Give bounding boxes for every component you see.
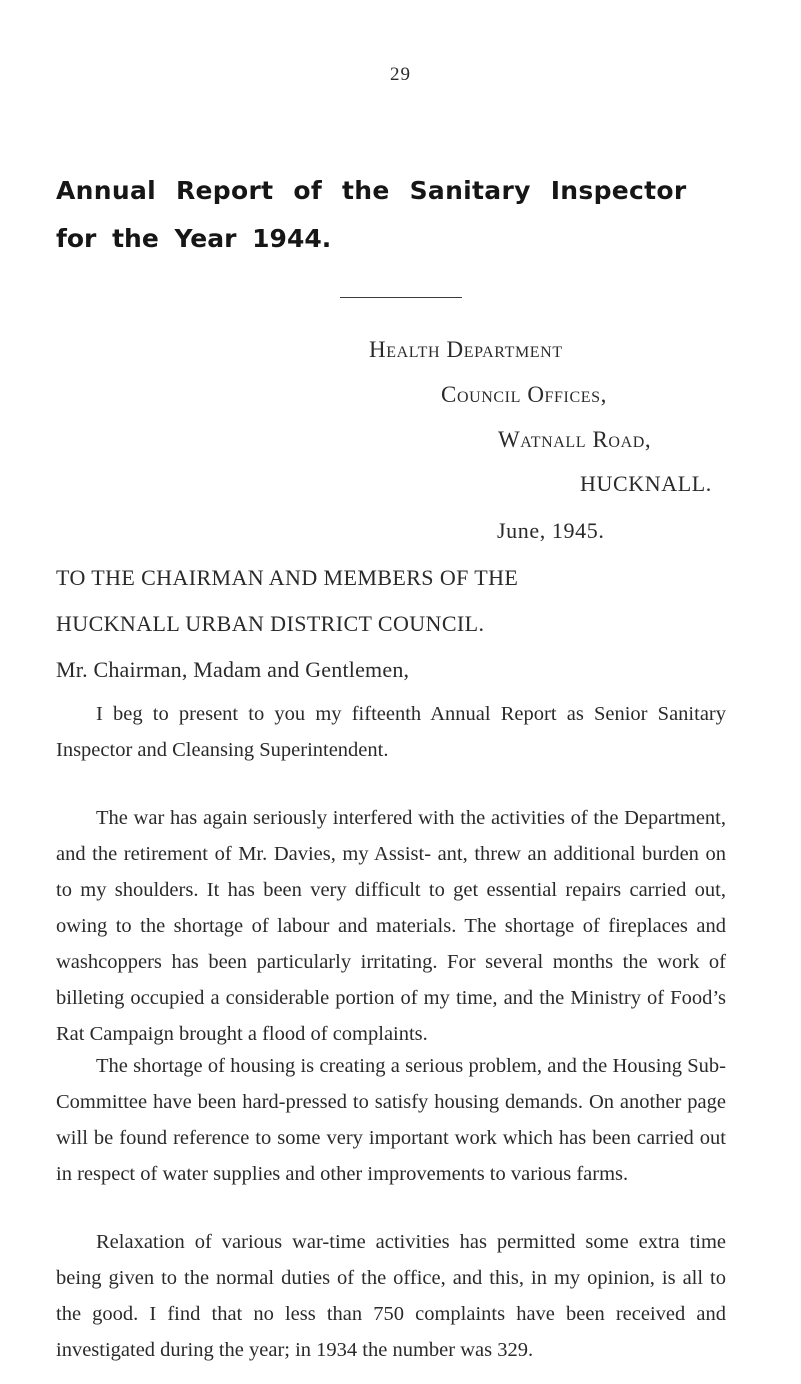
addressee-line-1: TO THE CHAIRMAN AND MEMBERS OF THE	[56, 565, 519, 590]
addressee-line-2: HUCKNALL URBAN DISTRICT COUNCIL.	[56, 611, 485, 636]
page-number: 29	[390, 64, 411, 85]
paragraph-text: I beg to present to you my fifteenth Annual Report as Senior Sanitary Inspector and Cleansing Superintendent.	[56, 703, 726, 761]
paragraph-text: The war has again seriously interfered with the activities of the Department, and the retirement of Mr. Davies, my Assist- ant, threw an additional burden on to my shoulders. It has been very difficult to get essential repairs carried out, owing to the shortage of labour and materials. The shortage of fireplaces and washcoppers has been particularly irritating. For several months the work of billeting occupied a considerable portion of my time, and the Ministry of Food’s Rat Campaign brought a flood of complaints.	[56, 807, 726, 1045]
paragraph-text: Relaxation of various war-time activities has permitted some extra time being given to the normal duties of the office, and this, in my opinion, is all to the good. I find that no less than 750 complaints have been received and investigated during the year; in 1934 the number was 329.	[56, 1231, 726, 1361]
title-divider	[340, 297, 462, 298]
report-title-line-2: for the Year 1944.	[56, 224, 332, 253]
address-offices: Council Offices,	[441, 382, 607, 407]
paragraph-text: The shortage of housing is creating a serious problem, and the Housing Sub-Committee have been hard-pressed to satisfy housing demands. On another page will be found reference to some very important work which has been carried out in respect of water supplies and other improvements to various farms.	[56, 1055, 726, 1185]
address-town: HUCKNALL.	[580, 471, 712, 496]
greeting: Mr. Chairman, Madam and Gentlemen,	[56, 657, 410, 682]
body-paragraph-1	[56, 696, 726, 784]
letter-date: June, 1945.	[497, 518, 605, 543]
address-department: Health Department	[369, 337, 563, 362]
body-paragraph-3	[56, 1048, 726, 1208]
body-paragraph-4	[56, 1224, 726, 1384]
report-title-line-1: Annual Report of the Sanitary Inspector	[56, 176, 687, 205]
address-road: Watnall Road,	[498, 427, 652, 452]
body-paragraph-2	[56, 800, 726, 1068]
